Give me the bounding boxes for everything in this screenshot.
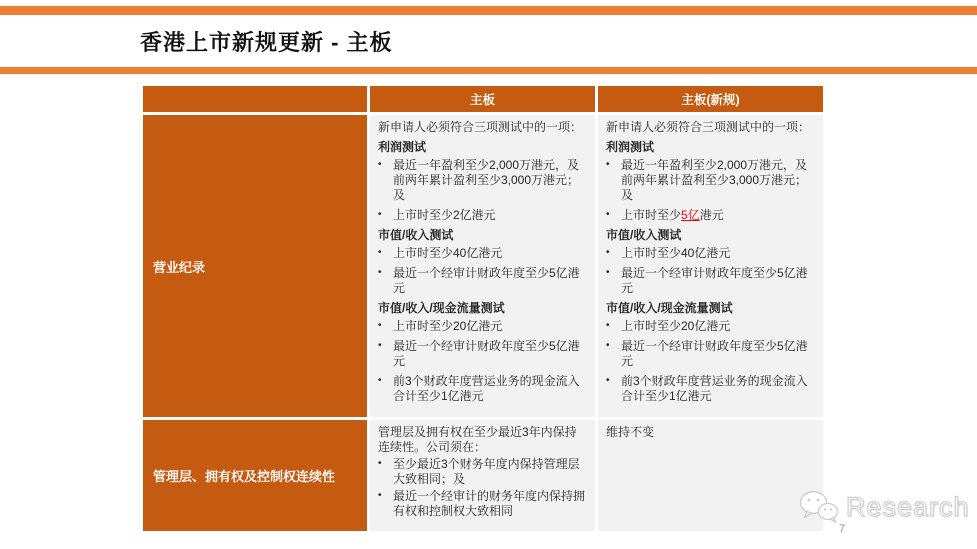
bullet-text: 最近一年盈利至少2,000万港元，及前两年累计盈利至少3,000万港元；及 xyxy=(621,158,808,202)
bullet-icon: • xyxy=(606,159,610,170)
bullet-item-with-change xyxy=(606,208,815,223)
bullet-text: 最近一个经审计的财务年度内保持拥有权和控制权大致相同 xyxy=(393,489,586,518)
cell-main-board-business-record xyxy=(370,115,595,417)
row-label-text: 营业纪录 xyxy=(153,259,206,275)
section-heading-mcap-revenue-test: 市值/收入测试 xyxy=(378,228,454,242)
bullet-text: 上市时至少40亿港元 xyxy=(621,246,731,260)
bullet-text-prefix: 上市时至少 xyxy=(621,208,682,222)
bullet-item xyxy=(378,158,587,203)
bullet-icon: • xyxy=(378,458,382,469)
intro-text: 新申请人必须符合三项测试中的一项： xyxy=(378,120,583,134)
top-accent-bar xyxy=(0,6,977,15)
bullet-text-suffix: 港元 xyxy=(699,208,724,222)
section-heading-profit-test: 利润测试 xyxy=(378,140,427,154)
bullet-item xyxy=(378,266,587,296)
bullet-icon: • xyxy=(606,320,610,331)
bullet-icon: • xyxy=(378,490,382,501)
bullet-text: 至少最近3个财务年度内保持管理层大致相同；及 xyxy=(393,457,580,486)
row-label-continuity xyxy=(143,420,367,531)
bullet-icon: • xyxy=(378,320,382,331)
table-header-empty xyxy=(143,86,367,112)
bullet-text: 最近一个经审计财政年度至少5亿港元 xyxy=(393,339,580,368)
bullet-icon: • xyxy=(606,375,610,386)
bullet-icon: • xyxy=(606,247,610,258)
table-header-main-board-new: 主板(新规) xyxy=(598,86,823,112)
section-heading-profit-test: 利润测试 xyxy=(606,140,655,154)
cell-main-board-new-continuity xyxy=(598,420,823,531)
bullet-item xyxy=(378,339,587,369)
row-label-text: 管理层、拥有权及控制权连续性 xyxy=(153,469,336,484)
section-heading-mcap-revenue-cashflow-test: 市值/收入/现金流量测试 xyxy=(378,301,505,315)
bullet-text: 上市时至少40亿港元 xyxy=(393,246,503,260)
bullet-icon: • xyxy=(378,247,382,258)
bullet-icon: • xyxy=(378,209,382,220)
bullet-icon: • xyxy=(378,340,382,351)
changed-value-highlight: 5亿 xyxy=(681,208,700,222)
bullet-item xyxy=(606,319,815,334)
bullet-item xyxy=(606,158,815,203)
bullet-text xyxy=(621,208,815,223)
bullet-icon: • xyxy=(606,340,610,351)
bullet-text: 最近一个经审计财政年度至少5亿港元 xyxy=(621,339,808,368)
bullet-item xyxy=(606,374,815,404)
listing-rules-table xyxy=(143,86,823,531)
bullet-item xyxy=(378,489,587,519)
bullet-text: 前3个财政年度营运业务的现金流入合计至少1亿港元 xyxy=(621,374,808,403)
bullet-icon: • xyxy=(606,209,610,220)
bullet-item xyxy=(606,339,815,369)
intro-text: 新申请人必须符合三项测试中的一项： xyxy=(606,120,811,134)
bullet-text: 最近一个经审计财政年度至少5亿港元 xyxy=(621,266,808,295)
bullet-item xyxy=(378,319,587,334)
bullet-icon: • xyxy=(606,267,610,278)
bullet-text: 上市时至少2亿港元 xyxy=(393,208,496,222)
watermark xyxy=(799,490,970,524)
bullet-text: 上市时至少20亿港元 xyxy=(393,319,503,333)
section-heading-mcap-revenue-test: 市值/收入测试 xyxy=(606,228,682,242)
intro-text: 管理层及拥有权在至少最近3年内保持连续性。公司须在： xyxy=(378,425,577,454)
title-divider xyxy=(0,67,977,74)
bullet-text: 上市时至少20亿港元 xyxy=(621,319,731,333)
bullet-text: 最近一个经审计财政年度至少5亿港元 xyxy=(393,266,580,295)
cell-main-board-continuity xyxy=(370,420,595,531)
unchanged-text: 维持不变 xyxy=(606,425,655,439)
bullet-item xyxy=(378,457,587,487)
bullet-item xyxy=(378,246,587,261)
bullet-item xyxy=(378,374,587,404)
bullet-text: 最近一年盈利至少2,000万港元，及前两年累计盈利至少3,000万港元；及 xyxy=(393,158,580,202)
bullet-item xyxy=(606,246,815,261)
section-heading-mcap-revenue-cashflow-test: 市值/收入/现金流量测试 xyxy=(606,301,733,315)
bullet-text: 前3个财政年度营运业务的现金流入合计至少1亿港元 xyxy=(393,374,580,403)
cell-main-board-new-business-record xyxy=(598,115,823,417)
page-number: 7 xyxy=(839,523,846,535)
page-title: 香港上市新规更新 - 主板 xyxy=(140,30,393,55)
bullet-item xyxy=(378,208,587,223)
bullet-item xyxy=(606,266,815,296)
watermark-brand: Research xyxy=(846,491,970,522)
bullet-icon: • xyxy=(378,375,382,386)
wechat-icon xyxy=(799,490,839,524)
bullet-icon: • xyxy=(378,159,382,170)
table-header-main-board: 主板 xyxy=(370,86,595,112)
bullet-icon: • xyxy=(378,267,382,278)
row-label-business-record xyxy=(143,115,367,417)
